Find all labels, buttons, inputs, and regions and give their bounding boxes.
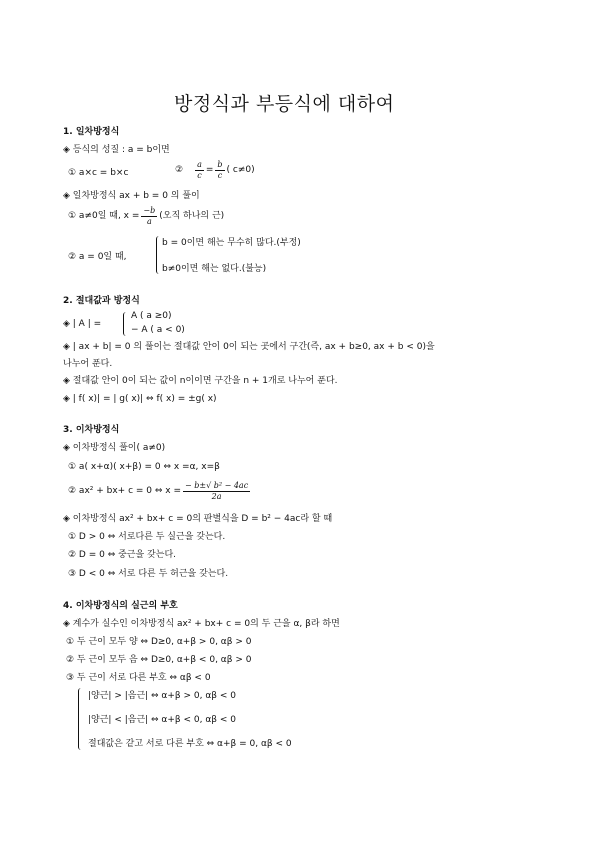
- fraction-numerator: b: [217, 160, 223, 169]
- property-2-mark: ②: [175, 165, 184, 175]
- linear-solution: ◈ 일차방정식 ax + b = 0 의 풀이: [63, 191, 200, 201]
- factored-form: ① a( x+α)( x+β) = 0 ⇔ x =α, x=β: [68, 462, 220, 472]
- equal-absolute-values: 절대값은 같고 서로 다른 부호 ⇔ α+β = 0, αβ < 0: [88, 739, 292, 749]
- both-negative: ② 두 근이 모두 음 ⇔ D≥0, α+β < 0, αβ > 0: [66, 655, 252, 665]
- abs-equation-line-1: ◈ | ax + b| = 0 의 풀이는 절대값 안이 0이 되는 곳에서 구간(즉, ax + b≥0, ax + b < 0)을: [63, 342, 435, 352]
- fraction-numerator: −b: [143, 206, 156, 215]
- section-4-heading: 4. 이차방정식의 실근의 부호: [63, 601, 178, 611]
- negative-root-larger: |양근| < |음근| ⇔ α+β < 0, αβ < 0: [88, 715, 237, 725]
- equality-property: ◈ 등식의 성질 : a = b이면: [63, 145, 170, 155]
- condition: ( c≠0): [226, 165, 255, 175]
- unique-root-note: (오직 하나의 근): [159, 211, 225, 221]
- property-1: ① a×c = b×c: [68, 168, 129, 178]
- fraction-denominator: c: [217, 171, 223, 180]
- fraction-denominator: 2a: [211, 492, 222, 501]
- quadratic-solution: ◈ 이차방정식 풀이( a≠0): [63, 443, 166, 453]
- abs-equation-line-2: 나누어 푼다.: [63, 359, 113, 369]
- abs-function-rule: ◈ | f( x)| = | g( x)| ⇔ f( x) = ±g( x): [63, 394, 217, 404]
- discriminant-zero: ② D = 0 ⇔ 중근을 갖는다.: [68, 550, 176, 560]
- abs-definition: ◈ | A | =: [63, 319, 102, 329]
- page-title: 방정식과 부등식에 대하여: [174, 93, 395, 115]
- case-a-nonzero-label: ① a≠0일 때, x =: [68, 211, 140, 221]
- case-a-nonzero: [68, 207, 224, 226]
- positive-root-larger: |양근| > |음근| ⇔ α+β > 0, αβ < 0: [88, 691, 237, 701]
- case-b-nonzero: b≠0이면 해는 없다.(불능): [162, 264, 267, 274]
- fraction-numerator: a: [197, 160, 202, 169]
- section-3-heading: 3. 이차방정식: [63, 425, 120, 435]
- section-1-heading: 1. 일차방정식: [63, 127, 120, 137]
- opposite-signs: ③ 두 근이 서로 다른 부호 ⇔ αβ < 0: [66, 673, 211, 683]
- section-2-heading: 2. 절대값과 방정식: [63, 296, 140, 306]
- abs-case-nonneg: A ( a ≥0): [131, 311, 172, 321]
- case-a-zero: ② a = 0일 때,: [68, 252, 127, 262]
- equals-sign: =: [205, 165, 214, 175]
- fraction-denominator: c: [197, 171, 202, 180]
- quadratic-formula-label: ② ax² + bx+ c = 0 ⇔ x =: [68, 486, 182, 496]
- discriminant: ◈ 이차방정식 ax² + bx+ c = 0의 판별식을 D = b² − 4ac라 할 때: [63, 514, 333, 524]
- fraction-denominator: a: [146, 217, 152, 226]
- quadratic-formula: [68, 482, 252, 501]
- fraction-neg-b-over-a: [141, 207, 157, 226]
- abs-case-neg: − A ( a < 0): [131, 325, 185, 335]
- property-2: [175, 161, 255, 180]
- brace: [78, 688, 83, 750]
- fraction-numerator: − b±√ b² − 4ac: [185, 481, 249, 490]
- abs-interval-rule: ◈ 절대값 안이 0이 되는 값이 n이이면 구간을 n + 1개로 나누어 푼다.: [63, 376, 338, 386]
- fraction-a-over-c: [195, 161, 204, 180]
- roots-intro: ◈ 계수가 실수인 이차방정식 ax² + bx+ c = 0의 두 근을 α, β라 하면: [63, 619, 340, 629]
- discriminant-positive: ① D > 0 ⇔ 서로다른 두 실근을 갖는다.: [68, 532, 226, 542]
- quadratic-fraction: [183, 482, 250, 501]
- case-b-zero: b = 0이면 해는 무수히 많다.(부정): [162, 238, 301, 248]
- both-positive: ① 두 근이 모두 양 ⇔ D≥0, α+β > 0, αβ > 0: [66, 637, 252, 647]
- discriminant-negative: ③ D < 0 ⇔ 서로 다른 두 허근을 갖는다.: [68, 569, 229, 579]
- brace: [123, 312, 128, 336]
- fraction-b-over-c: [215, 161, 224, 180]
- brace: [156, 236, 161, 274]
